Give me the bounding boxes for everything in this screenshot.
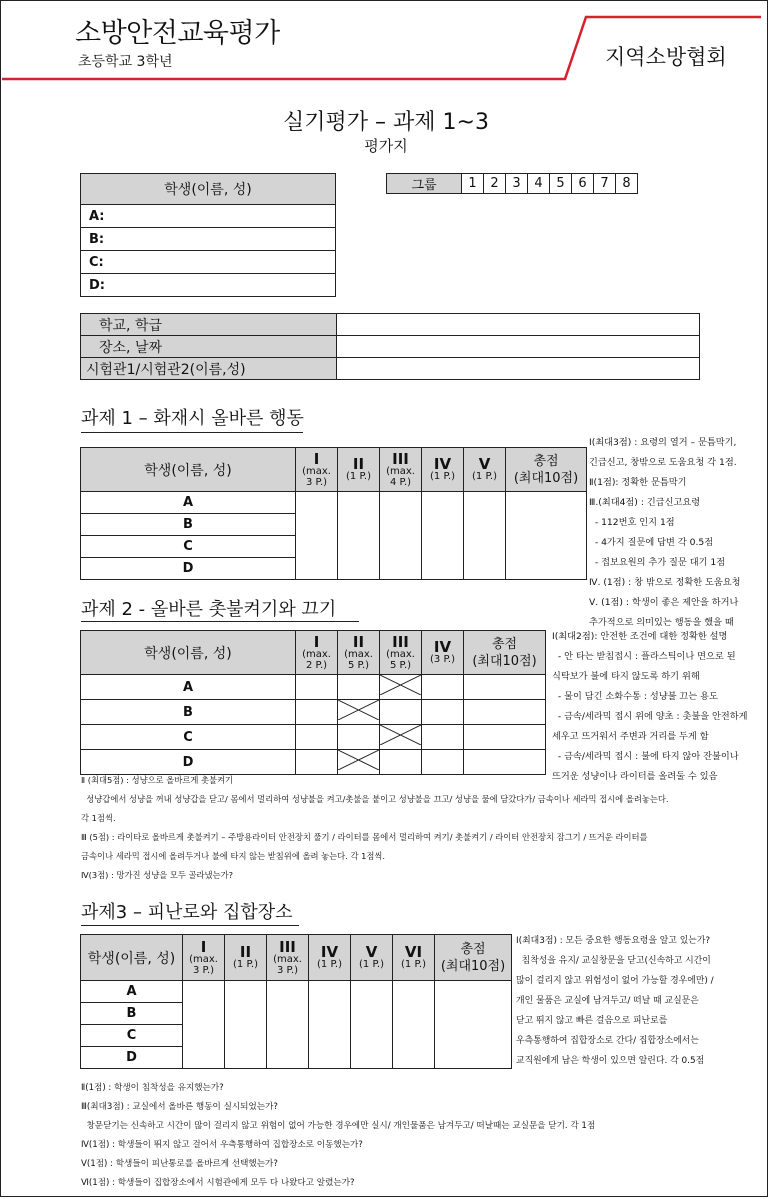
task3-col4-points: (1 P.) (317, 959, 342, 970)
task1-student-b: B (81, 514, 296, 536)
task1-student-header: 학생(이름, 성) (81, 448, 296, 492)
task1-col1-points: (max. 3 P.) (302, 465, 331, 488)
task1-col3-roman: III (392, 449, 409, 468)
info-value-school[interactable] (337, 314, 700, 336)
task1-col1-roman: I (313, 449, 320, 468)
task2-cell[interactable] (464, 675, 546, 700)
task3-bottom-note: Ⅲ(최대3점) : 교실에서 올바른 행동이 실시되었는가? (81, 1102, 278, 1112)
task2-col3-roman: III (392, 632, 409, 651)
task2-col1-roman: I (313, 632, 320, 651)
task2-bottom-note: 각 1점씩. (81, 813, 116, 823)
main-title: 실기평가 – 과제 1~3 (283, 110, 489, 135)
task1-underline (81, 432, 303, 433)
task3-bottom-note: Ⅱ(1점) : 학생이 침착성을 유지했는가? (81, 1083, 224, 1093)
task3-note: 교직원에게 남은 학생이 있으면 알린다. 각 0.5점 (516, 1056, 705, 1066)
task1-notes (589, 433, 769, 633)
task3-bottom-notes (81, 1079, 767, 1193)
task1-note: - 4가지 질문에 답변 각 0.5점 (589, 537, 714, 548)
task3-col1-roman: I (200, 937, 207, 956)
task1-note: Ⅲ.(최대4점) : 긴급신고요령 (589, 497, 701, 508)
main-subtitle: 평가지 (364, 137, 408, 155)
group-option-4[interactable]: 4 (528, 174, 550, 194)
task1-score-col1[interactable] (296, 492, 338, 580)
task1-note: Ⅴ. (1점) : 학생이 좋은 제안을 하거나 (589, 597, 739, 608)
task3-note: Ⅰ(최대3점) : 모든 중요한 행동요령을 알고 있는가? (516, 936, 711, 946)
task2-bottom-note: 금속이나 세라믹 접시에 올려두거나 불에 타지 않는 받침위에 올려 놓는다. 각 1점씩. (81, 851, 386, 861)
task1-col5-roman: V (478, 455, 491, 473)
task3-score-col4[interactable] (309, 981, 351, 1069)
task1-note: - 112번호 인지 1점 (589, 517, 675, 528)
task2-bottom-note: Ⅳ(3점) : 망가진 성냥을 모두 골라냈는가? (81, 870, 234, 880)
info-label-examiners: 시험관1/시험관2(이름,성) (81, 358, 337, 380)
student-b-field[interactable]: B: (81, 228, 336, 251)
task3-score-col1[interactable] (183, 981, 225, 1069)
task3-table (80, 934, 512, 1069)
task2-student-b: B (81, 700, 296, 725)
task1-col2-roman: II (352, 455, 365, 473)
task2-cell[interactable] (464, 725, 546, 750)
task3-col3-points: (max. 3 P.) (273, 953, 302, 976)
task2-bottom-notes (81, 771, 767, 885)
group-option-3[interactable]: 3 (506, 174, 528, 194)
cross-mark (380, 675, 421, 695)
task3-score-col2[interactable] (225, 981, 267, 1069)
task2-note: Ⅰ(최대2점): 안전한 조건에 대한 정확한 설명 (552, 631, 728, 642)
task2-cell[interactable] (380, 700, 422, 725)
task2-title: 과제 2 - 올바른 촛불켜기와 끄기 (81, 599, 337, 620)
task2-table (80, 630, 546, 775)
cross-mark (338, 700, 379, 720)
task3-score-col3[interactable] (267, 981, 309, 1069)
task3-col4-roman: IV (320, 943, 339, 961)
task1-col4-points: (1 P.) (430, 471, 455, 482)
task2-cell[interactable] (422, 725, 464, 750)
task3-student-b: B (81, 1003, 183, 1025)
task3-score-col5[interactable] (351, 981, 393, 1069)
group-option-7[interactable]: 7 (594, 174, 616, 194)
task3-note: 침착성을 유지/ 교실창문을 닫고(신속하고 시간이 (516, 956, 711, 966)
task1-score-col4[interactable] (422, 492, 464, 580)
organization-name: 지역소방협회 (605, 45, 727, 69)
task3-underline (81, 925, 299, 926)
task1-score-col3[interactable] (380, 492, 422, 580)
task1-col3-points: (max. 4 P.) (386, 465, 415, 488)
header-red-line (1, 1, 770, 91)
student-c-field[interactable]: C: (81, 251, 336, 274)
task3-notes (516, 931, 766, 1071)
task2-bottom-note: 성냥갑에서 성냥을 꺼내 성냥갑을 닫고/ 몸에서 멀리하여 성냥불을 켜고/촛불을 붙이고 성냥불을 끄고/ 성냥을 물에 담갔다가/ 금속이나 세라믹 접시에 올려놓는다. (81, 794, 669, 804)
cross-mark (338, 750, 379, 770)
task1-total-header: 총점 (최대10점) (506, 448, 587, 492)
task1-score-col5[interactable] (464, 492, 506, 580)
task2-col1-points: (max. 2 P.) (302, 648, 331, 671)
task1-student-c: C (81, 536, 296, 558)
task3-bottom-note: Ⅵ(1점) : 학생들이 집합장소에서 시험관에게 모두 다 나왔다고 알렸는가? (81, 1178, 355, 1188)
task2-cell-crossed (338, 700, 380, 725)
task3-col5-points: (1 P.) (359, 959, 384, 970)
info-value-examiners[interactable] (337, 358, 700, 380)
task3-bottom-note: Ⅳ(1점) : 학생들이 뛰지 않고 걸어서 우측통행하여 집합장소로 이동했는가? (81, 1140, 363, 1150)
task2-cell[interactable] (338, 675, 380, 700)
task2-note: - 안 타는 받침접시 : 플라스틱이나 면으로 된 (552, 651, 736, 662)
task3-col3-roman: III (279, 937, 296, 956)
task1-student-d: D (81, 558, 296, 580)
task1-note: Ⅳ. (1점) : 창 밖으로 정확한 도움요청 (589, 577, 741, 588)
task1-title: 과제 1 – 화재시 올바른 행동 (81, 408, 304, 429)
task2-notes (552, 627, 767, 787)
task3-col2-points: (1 P.) (233, 959, 258, 970)
task2-note: - 물이 담긴 소화수통 : 성냥불 끄는 용도 (552, 691, 718, 702)
group-option-6[interactable]: 6 (572, 174, 594, 194)
task3-title: 과제3 – 피난로와 집합장소 (81, 902, 293, 923)
task1-col2-points: (1 P.) (346, 471, 371, 482)
task2-bottom-note: Ⅱ (최대5점) : 성냥으로 올바르게 촛불켜기 (81, 775, 234, 785)
task1-note: Ⅱ(1점): 정확한 문틈막기 (589, 477, 687, 488)
task2-cell[interactable] (464, 700, 546, 725)
cross-mark (380, 725, 421, 745)
task1-col4-roman: IV (433, 455, 452, 473)
task1-note: 긴급신고, 창밖으로 도움요청 각 1점. (589, 457, 737, 468)
task3-student-header: 학생(이름, 성) (81, 935, 183, 981)
group-option-1[interactable]: 1 (462, 174, 484, 194)
task1-score-total[interactable] (506, 492, 587, 580)
task3-student-c: C (81, 1025, 183, 1047)
task3-student-d: D (81, 1047, 183, 1069)
task3-student-a: A (81, 981, 183, 1003)
student-a-field[interactable]: A: (81, 205, 336, 228)
task1-score-col2[interactable] (338, 492, 380, 580)
task2-student-a: A (81, 675, 296, 700)
task1-table (80, 447, 587, 580)
task2-col4-points: (3 P.) (430, 654, 455, 665)
task1-note: 추가적으로 의미있는 행동을 했을 때 (589, 617, 734, 628)
task2-note: 식탁보가 불에 타지 않도록 하기 위해 (552, 671, 700, 682)
task3-note: 많이 걸리지 않고 위험성이 없어 가능할 경우에만) / (516, 976, 714, 986)
info-table (80, 313, 700, 380)
task3-col5-roman: V (365, 943, 378, 961)
group-option-2[interactable]: 2 (484, 174, 506, 194)
task2-col3-points: (max. 5 P.) (386, 648, 415, 671)
task3-col2-roman: II (239, 943, 252, 961)
group-option-8[interactable]: 8 (616, 174, 638, 194)
task2-note: - 금속/세라믹 접시 : 불에 타지 않아 잔불이나 (552, 751, 739, 762)
task2-note: - 금속/세라믹 접시 위에 양초 : 촛불을 안전하게 (552, 711, 748, 722)
group-label: 그룹 (387, 174, 462, 194)
info-label-school: 학교, 학급 (81, 314, 337, 336)
task2-cell-crossed (380, 675, 422, 700)
task3-note: 우측통행하여 집합장소로 간다/ 집합장소에서는 (516, 1036, 699, 1046)
task2-note: 뜨거운 성냥이나 라이터를 올려둘 수 있음 (552, 771, 718, 782)
task3-note: 닫고 뛰지 않고 빠른 걸음으로 피난로를 (516, 1016, 668, 1026)
task2-cell[interactable] (338, 725, 380, 750)
task3-col6-roman: VI (404, 943, 423, 961)
task3-col1-points: (max. 3 P.) (189, 953, 218, 976)
task3-col6-points: (1 P.) (401, 959, 426, 970)
task2-student-d: D (81, 750, 296, 775)
info-label-place: 장소, 날짜 (81, 336, 337, 358)
info-value-place[interactable] (337, 336, 700, 358)
task2-bottom-note: Ⅲ (5점) : 라이타로 올바르게 촛불켜기 – 주방용라이터 안전장치 풀기 / 라이터를 몸에서 멀리하여 켜기/ 촛불켜기 / 라이터 안전장치 잠그기 / 뜨거운 라이터를 (81, 832, 648, 842)
task2-cell[interactable] (296, 725, 338, 750)
task3-score-col6[interactable] (393, 981, 435, 1069)
task3-note: 개인 물품은 교실에 남겨두고/ 떠날 때 교실문은 (516, 996, 699, 1006)
document-subtitle: 초등학교 3학년 (78, 54, 173, 70)
group-table (386, 173, 638, 194)
task2-cell[interactable] (296, 675, 338, 700)
task2-student-header: 학생(이름, 성) (81, 631, 296, 675)
task3-score-total[interactable] (435, 981, 512, 1069)
task3-bottom-note: Ⅴ(1점) : 학생들이 피난통로를 올바르게 선택했는가? (81, 1159, 278, 1169)
students-header: 학생(이름, 성) (81, 174, 336, 205)
students-table (80, 173, 336, 297)
task2-cell[interactable] (422, 675, 464, 700)
task3-total-header: 총점 (최대10점) (435, 935, 512, 981)
task2-col2-points: (max. 5 P.) (344, 648, 373, 671)
task3-bottom-note: 창문닫기는 신속하고 시간이 많이 걸리지 않고 위험이 없어 가능한 경우에만 실시/ 개인물품은 남겨두고/ 떠날때는 교실문을 닫기. 각 1점 (81, 1121, 596, 1131)
task2-cell[interactable] (422, 700, 464, 725)
task2-student-c: C (81, 725, 296, 750)
task2-total-header: 총점 (최대10점) (464, 631, 546, 675)
document-title: 소방안전교육평가 (75, 18, 280, 49)
task2-cell[interactable] (296, 700, 338, 725)
task2-col2-roman: II (352, 632, 365, 651)
task2-note: 세우고 뜨거워서 주변과 거리를 두게 함 (552, 731, 709, 742)
task1-note: Ⅰ(최대3점) : 요령의 열거 – 문틈막기, (589, 437, 737, 448)
group-option-5[interactable]: 5 (550, 174, 572, 194)
student-d-field[interactable]: D: (81, 274, 336, 297)
task2-cell-crossed (380, 725, 422, 750)
task1-student-a: A (81, 492, 296, 514)
task2-col4-roman: IV (433, 638, 452, 656)
task1-col5-points: (1 P.) (472, 471, 497, 482)
task2-underline (81, 621, 359, 622)
task1-note: - 접보요원의 추가 질문 대기 1점 (589, 557, 726, 568)
